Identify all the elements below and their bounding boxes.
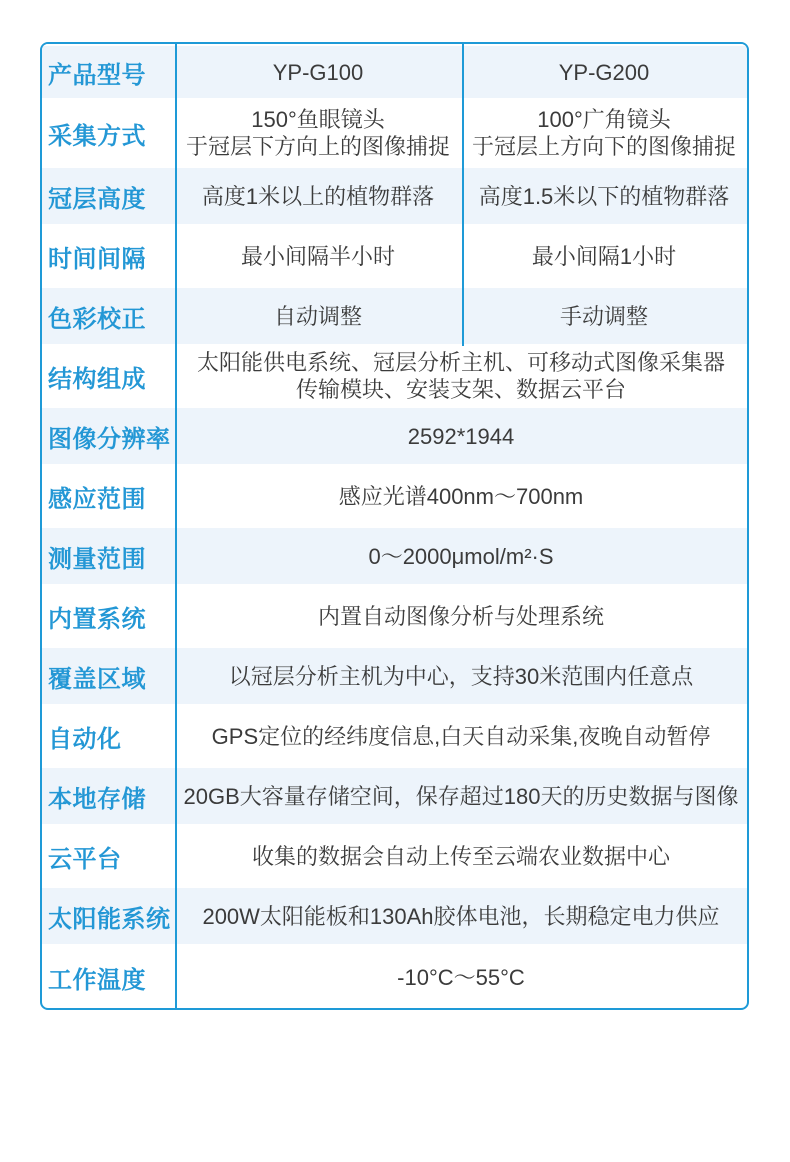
spec-value-line: 于冠层上方向下的图像捕捉: [471, 134, 736, 159]
product-column-divider: [462, 44, 464, 346]
spec-row: [42, 826, 747, 886]
spec-value-col2: YP-G200: [558, 59, 650, 85]
spec-label: 色彩校正: [48, 305, 146, 333]
spec-row: [42, 766, 747, 826]
spec-value-col1: 自动调整: [273, 303, 362, 329]
spec-label: 时间间隔: [48, 245, 146, 273]
spec-label: 冠层高度: [48, 185, 146, 213]
spec-label: 太阳能系统: [48, 905, 171, 933]
spec-row: [42, 946, 747, 1008]
label-column-divider: [175, 44, 177, 1008]
spec-row: [42, 466, 747, 526]
spec-row: [42, 646, 747, 706]
spec-label: 感应范围: [48, 485, 146, 513]
spec-row: [42, 526, 747, 586]
spec-row: [42, 100, 747, 166]
spec-label: 图像分辨率: [48, 425, 171, 453]
spec-value-merged: 0～2000μmol/m²·S: [368, 543, 554, 569]
spec-value-merged: 以冠层分析主机为中心，支持30米范围内任意点: [228, 663, 694, 689]
spec-value-merged: 2592*1944: [407, 423, 515, 449]
spec-label: 本地存储: [48, 785, 146, 813]
spec-value-col1: [175, 100, 461, 166]
spec-value-line: 150°鱼眼镜头: [251, 107, 385, 132]
spec-value-col2: 最小间隔1小时: [531, 243, 677, 269]
spec-value-col2: [461, 100, 747, 166]
spec-value-line: 100°广角镜头: [537, 107, 671, 132]
spec-row: [42, 44, 747, 100]
spec-value-col1: YP-G100: [272, 59, 364, 85]
spec-value-merged: [175, 346, 747, 406]
spec-value-merged: 收集的数据会自动上传至云端农业数据中心: [251, 843, 670, 869]
spec-label: 云平台: [48, 845, 122, 873]
product-spec-table: [40, 42, 749, 1010]
spec-row: [42, 286, 747, 346]
spec-label: 覆盖区域: [48, 665, 146, 693]
spec-value-merged: 200W太阳能板和130Ah胶体电池，长期稳定电力供应: [202, 903, 720, 929]
spec-value-line: 传输模块、安装支架、数据云平台: [295, 377, 626, 402]
spec-value-merged: GPS定位的经纬度信息,白天自动采集,夜晚自动暂停: [211, 723, 711, 749]
spec-label: 采集方式: [48, 122, 146, 150]
spec-label: 工作温度: [48, 966, 146, 994]
spec-value-col1: 高度1米以上的植物群落: [201, 183, 435, 209]
spec-value-merged: 内置自动图像分析与处理系统: [317, 603, 604, 629]
spec-value-col2: 手动调整: [559, 303, 648, 329]
spec-row: [42, 346, 747, 406]
spec-value-col1: 最小间隔半小时: [240, 243, 395, 269]
spec-value-merged: -10°C～55°C: [397, 964, 525, 990]
spec-value-line: 太阳能供电系统、冠层分析主机、可移动式图像采集器: [196, 350, 725, 375]
spec-label: 产品型号: [48, 61, 146, 89]
spec-value-merged: 20GB大容量存储空间，保存超过180天的历史数据与图像: [183, 783, 739, 809]
spec-row: [42, 706, 747, 766]
spec-value-col2: 高度1.5米以下的植物群落: [478, 183, 730, 209]
spec-row: [42, 886, 747, 946]
spec-row: [42, 166, 747, 226]
spec-row: [42, 406, 747, 466]
spec-value-line: 于冠层下方向上的图像捕捉: [185, 134, 450, 159]
spec-value-merged: 感应光谱400nm～700nm: [338, 483, 584, 509]
spec-label: 自动化: [48, 725, 122, 753]
spec-label: 结构组成: [48, 365, 146, 393]
spec-row: [42, 586, 747, 646]
spec-label: 测量范围: [48, 545, 146, 573]
spec-label: 内置系统: [48, 605, 146, 633]
spec-row: [42, 226, 747, 286]
